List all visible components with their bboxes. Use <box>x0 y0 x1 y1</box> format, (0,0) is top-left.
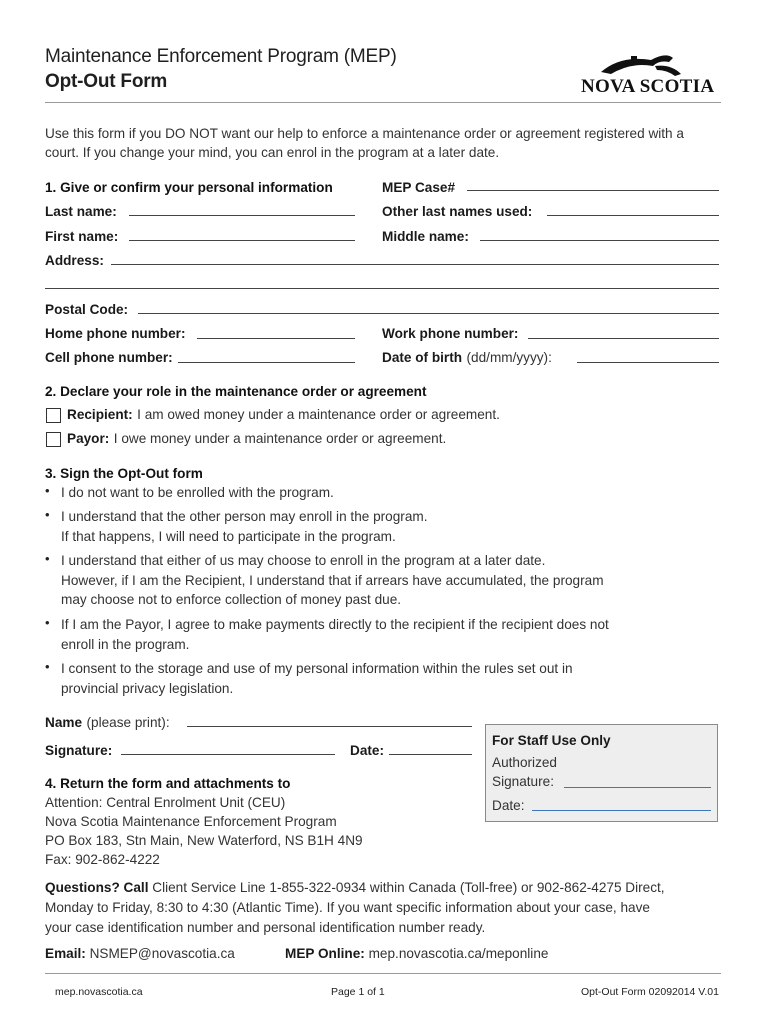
email-link[interactable]: NSMEP@novascotia.ca <box>89 946 235 961</box>
questions-line-2: Monday to Friday, 8:30 to 4:30 (Atlantic Time). If you want specific information about your case, have <box>45 900 650 915</box>
footer-divider <box>45 973 721 974</box>
list-item-text: If I am the Payor, I agree to make payments directly to the recipient if the recipient does not <box>61 617 609 632</box>
mep-online-link[interactable]: mep.novascotia.ca/meponline <box>368 946 549 961</box>
mep-online-label: MEP Online: <box>285 946 365 961</box>
list-item-text: I consent to the storage and use of my personal information within the rules set out in <box>61 661 573 676</box>
questions-line-1: Client Service Line 1-855-322-0934 within Canada (Toll-free) or 902-862-4275 Direct, <box>152 880 665 895</box>
staff-date-label: Date: <box>492 798 525 813</box>
staff-box-title: For Staff Use Only <box>492 733 611 748</box>
mep-case-field[interactable] <box>467 190 719 191</box>
dob-field[interactable] <box>577 362 719 363</box>
mep-online-contact <box>285 944 548 963</box>
signature-field[interactable] <box>121 754 335 755</box>
staff-signature-field[interactable] <box>564 787 711 788</box>
payor-label: Payor: <box>67 431 110 446</box>
print-name-field[interactable] <box>187 726 472 727</box>
questions-line-3: your case identification number and personal identification number ready. <box>45 920 486 935</box>
recipient-text: I am owed money under a maintenance order or agreement. <box>137 407 500 422</box>
recipient-checkbox[interactable] <box>46 408 61 423</box>
footer-page-number: Page 1 of 1 <box>331 986 385 998</box>
questions-block <box>45 878 725 938</box>
address-line: PO Box 183, Stn Main, New Waterford, NS B1H 4N9 <box>45 833 363 848</box>
list-item-text: enroll in the program. <box>61 636 190 652</box>
email-contact <box>45 944 235 963</box>
list-item-text: I understand that the other person may enroll in the program. <box>61 509 428 524</box>
mep-case-label: MEP Case# <box>382 180 456 195</box>
payor-checkbox[interactable] <box>46 432 61 447</box>
list-item-text: may choose not to enforce collection of money past due. <box>61 592 402 607</box>
recipient-label: Recipient: <box>67 407 133 422</box>
address-line: Attention: Central Enrolment Unit (CEU) <box>45 795 286 810</box>
middle-name-field[interactable] <box>480 240 719 241</box>
signature-label: Signature: <box>45 743 113 758</box>
logo-text: NOVA SCOTIA <box>581 76 715 97</box>
section1-heading: 1. Give or confirm your personal information <box>45 180 333 195</box>
section2-heading: 2. Declare your role in the maintenance order or agreement <box>45 384 427 399</box>
address-label: Address: <box>45 253 104 268</box>
other-last-names-field[interactable] <box>547 215 719 216</box>
address-line: Nova Scotia Maintenance Enforcement Program <box>45 814 337 829</box>
postal-code-label: Postal Code: <box>45 302 129 317</box>
dob-label-group <box>382 348 552 367</box>
last-name-field[interactable] <box>129 215 355 216</box>
staff-date-field[interactable] <box>532 810 711 811</box>
work-phone-field[interactable] <box>528 338 719 339</box>
first-name-field[interactable] <box>129 240 355 241</box>
terms-list: • I do not want to be enrolled with the program. • I understand that the other person may enroll in the program. If that happens, I will need to participate in the program. • I understand that either of us may choose to enroll in the program at a later date. However, if I am the Recipient, I understand that if arrears have accumulated, the program may choose not to enforce collection of money past due. • If I am the Payor, I agree to make payments directly to the recipient if the recipient does not enroll in the program. • I consent to the storage and use of my personal information within the rules set out in provincial privacy legislation. <box>45 483 721 698</box>
first-name-label: First name: <box>45 229 119 244</box>
form-title <box>45 44 397 94</box>
date-label: Date: <box>350 743 384 758</box>
payor-option <box>67 429 446 448</box>
list-item-text: If that happens, I will need to participate in the program. <box>61 528 396 544</box>
home-phone-label: Home phone number: <box>45 326 186 341</box>
dob-label: Date of birth <box>382 350 463 365</box>
questions-label: Questions? Call <box>45 880 149 895</box>
recipient-option <box>67 405 500 424</box>
dob-format-hint: (dd/mm/yyyy): <box>466 350 552 365</box>
section4-heading: 4. Return the form and attachments to <box>45 776 291 791</box>
home-phone-field[interactable] <box>197 338 355 339</box>
work-phone-label: Work phone number: <box>382 326 519 341</box>
list-item-text: provincial privacy legislation. <box>61 680 234 696</box>
title-line-1: Maintenance Enforcement Program (MEP) <box>45 46 397 67</box>
payor-text: I owe money under a maintenance order or agreement. <box>113 431 447 446</box>
last-name-label: Last name: <box>45 204 117 219</box>
staff-use-box <box>485 724 718 822</box>
middle-name-label: Middle name: <box>382 229 469 244</box>
other-last-names-label: Other last names used: <box>382 204 533 219</box>
footer-form-version: Opt-Out Form 02092014 V.01 <box>581 986 719 998</box>
nova-scotia-logo <box>581 50 723 96</box>
header-divider <box>45 102 721 103</box>
print-name-hint: (please print): <box>86 715 170 730</box>
date-field[interactable] <box>389 754 472 755</box>
print-name-label: Name <box>45 715 83 730</box>
postal-code-field[interactable] <box>138 313 719 314</box>
cell-phone-field[interactable] <box>178 362 355 363</box>
section3-heading: 3. Sign the Opt-Out form <box>45 466 203 481</box>
address-field-line-1[interactable] <box>111 264 719 265</box>
staff-signature-label: Signature: <box>492 774 554 789</box>
list-item-text: I understand that either of us may choose to enroll in the program at a later date. <box>61 553 546 568</box>
print-name-label-group <box>45 713 170 732</box>
form-page <box>45 0 721 1024</box>
list-item-text: However, if I am the Recipient, I understand that if arrears have accumulated, the program <box>61 572 604 588</box>
address-field-line-2[interactable] <box>45 288 719 289</box>
list-item-text: I do not want to be enrolled with the program. <box>61 485 334 500</box>
email-label: Email: <box>45 946 86 961</box>
title-line-2: Opt-Out Form <box>45 71 168 92</box>
address-line: Fax: 902-862-4222 <box>45 852 160 867</box>
return-address <box>45 793 363 869</box>
footer-website: mep.novascotia.ca <box>55 986 143 998</box>
cell-phone-label: Cell phone number: <box>45 350 173 365</box>
intro-text: Use this form if you DO NOT want our help to enforce a maintenance order or agreement registered with a court. If you change your mind, you can enrol in the program at a later date. <box>45 126 684 160</box>
staff-authorized-label: Authorized <box>492 755 557 770</box>
